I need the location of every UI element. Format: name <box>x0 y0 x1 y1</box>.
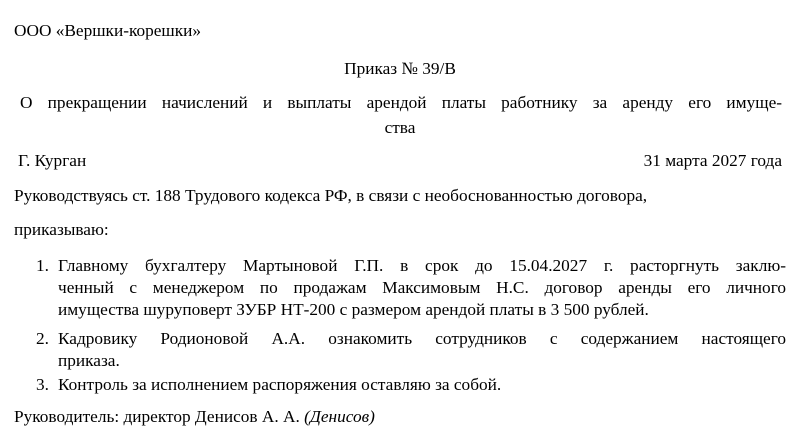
order-subject-line-2: ства <box>384 118 416 137</box>
order-title: Приказ № 39/В <box>344 59 456 78</box>
order-date: 31 марта 2027 года <box>643 151 782 170</box>
order-item-3 <box>36 374 786 396</box>
signature-block <box>14 406 375 428</box>
order-item-text-line: Главному бухгалтеру Мартыновой Г.П. в срок до 15.04.2027 г. расторгнуть заклю- <box>58 256 786 275</box>
order-item-number: 1. <box>36 256 49 275</box>
order-item-text-line: Контроль за исполнением распоряжения оставляю за собой. <box>58 375 502 394</box>
order-item-text-line: имущества шуруповерт ЗУБР НТ-200 с размером арендой платы в 3 500 рублей. <box>58 300 649 319</box>
organization-name: ООО «Вершки-корешки» <box>14 21 202 40</box>
order-item-text-line: приказа. <box>58 351 120 370</box>
order-item-2 <box>36 328 786 372</box>
order-item-number: 3. <box>36 375 49 394</box>
order-subject-line-1: О прекращении начислений и выплаты арендой платы работнику за аренду его имуще- <box>20 93 782 112</box>
signature-label: Руководитель: директор Денисов А. А. <box>14 407 300 426</box>
order-item-1 <box>36 255 786 321</box>
order-basis: Руководствуясь ст. 188 Трудового кодекса РФ, в связи с необоснованностью договора, <box>14 186 648 205</box>
city: Г. Курган <box>18 151 87 170</box>
order-word: приказываю: <box>14 220 109 239</box>
order-item-number: 2. <box>36 329 49 348</box>
order-item-text-line: ченный с менеджером по продажам Максимовым Н.С. договор аренды его личного <box>58 278 786 297</box>
order-item-text-line: Кадровику Родионовой А.А. ознакомить сотрудников с содержанием настоящего <box>58 329 786 348</box>
handwritten-signature: (Денисов) <box>304 407 375 426</box>
